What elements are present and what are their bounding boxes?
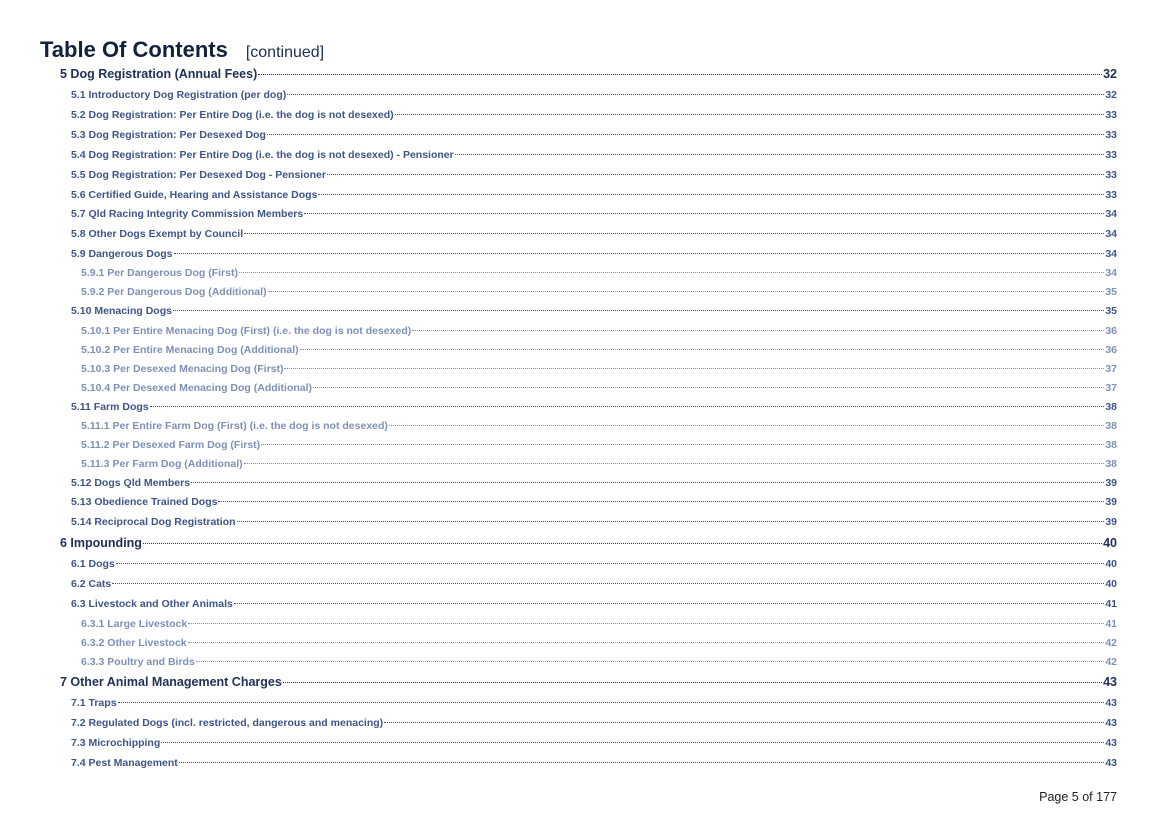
toc-entry-page-number: 39 [1105, 496, 1117, 508]
toc-entry[interactable] [81, 637, 1117, 649]
toc-entry-page-number: 37 [1105, 363, 1117, 375]
toc-dot-leader [318, 194, 1104, 195]
toc-dot-leader [234, 603, 1104, 604]
toc-entry-page-number: 38 [1105, 401, 1117, 413]
toc-entry-page-number: 38 [1105, 420, 1117, 432]
toc-entry-label: 5.10.1 Per Entire Menacing Dog (First) (i.e. the dog is not desexed) [81, 325, 412, 337]
toc-dot-leader [455, 154, 1105, 155]
toc-entry-label: 5.4 Dog Registration: Per Entire Dog (i.e. the dog is not desexed) - Pensioner [71, 149, 454, 161]
toc-dot-leader [283, 682, 1102, 683]
toc-dot-leader [300, 349, 1105, 350]
toc-entry-page-number: 42 [1105, 637, 1117, 649]
toc-entry[interactable] [71, 598, 1117, 610]
toc-entry[interactable] [71, 401, 1117, 413]
toc-entry-label: 7.3 Microchipping [71, 737, 161, 749]
toc-entry-label: 5.3 Dog Registration: Per Desexed Dog [71, 129, 266, 141]
toc-entry-label: 5.9.1 Per Dangerous Dog (First) [81, 267, 238, 279]
toc-entry-page-number: 41 [1105, 618, 1117, 630]
toc-entry-label: 6.1 Dogs [71, 558, 115, 570]
toc-entry-page-number: 35 [1105, 286, 1117, 298]
toc-entry-page-number: 32 [1103, 67, 1117, 81]
toc-entry-page-number: 34 [1105, 267, 1117, 279]
toc-entry[interactable] [81, 420, 1117, 432]
toc-entry[interactable] [71, 149, 1117, 161]
toc-entry-label: 6.2 Cats [71, 578, 112, 590]
toc-entry[interactable] [71, 697, 1117, 709]
toc-entry[interactable] [71, 578, 1117, 590]
toc-entry[interactable] [60, 675, 1117, 689]
toc-entry[interactable] [81, 656, 1117, 668]
toc-dot-leader [143, 543, 1102, 544]
page-number-footer: Page 5 of 177 [1039, 790, 1117, 804]
toc-dot-leader [395, 114, 1105, 115]
toc-dot-leader [150, 406, 1105, 407]
toc-dot-leader [118, 702, 1105, 703]
toc-entry-page-number: 43 [1105, 757, 1117, 769]
toc-entry-label: 5.9 Dangerous Dogs [71, 248, 173, 260]
toc-entry-label: 5.11.2 Per Desexed Farm Dog (First) [81, 439, 261, 451]
toc-entry-page-number: 33 [1105, 129, 1117, 141]
toc-entry-page-number: 40 [1103, 536, 1117, 550]
toc-dot-leader [244, 463, 1105, 464]
toc-entry-page-number: 38 [1105, 439, 1117, 451]
toc-entry-label: 5.9.2 Per Dangerous Dog (Additional) [81, 286, 267, 298]
toc-entry-page-number: 34 [1105, 248, 1117, 260]
toc-entry-page-number: 42 [1105, 656, 1117, 668]
toc-dot-leader [304, 213, 1104, 214]
toc-dot-leader [244, 233, 1104, 234]
toc-dot-leader [196, 661, 1105, 662]
toc-entry-label: 5.6 Certified Guide, Hearing and Assistance Dogs [71, 189, 318, 201]
toc-entry-page-number: 40 [1105, 578, 1117, 590]
toc-entry-label: 6.3.2 Other Livestock [81, 637, 187, 649]
toc-entry-label: 6.3 Livestock and Other Animals [71, 598, 233, 610]
toc-entry[interactable] [81, 267, 1117, 279]
toc-entry-page-number: 43 [1103, 675, 1117, 689]
title-row [40, 37, 324, 63]
toc-entry-label: 5.10.3 Per Desexed Menacing Dog (First) [81, 363, 284, 375]
toc-entry[interactable] [71, 109, 1117, 121]
toc-entry-page-number: 40 [1105, 558, 1117, 570]
toc-dot-leader [173, 310, 1104, 311]
toc-entry-page-number: 43 [1105, 717, 1117, 729]
toc-entry-label: 5.8 Other Dogs Exempt by Council [71, 228, 244, 240]
toc-entry[interactable] [71, 496, 1117, 508]
toc-entry-label: 5.11.1 Per Entire Farm Dog (First) (i.e. the dog is not desexed) [81, 420, 388, 432]
toc-entry[interactable] [71, 189, 1117, 201]
toc-entry-label: 5.13 Obedience Trained Dogs [71, 496, 218, 508]
toc-entry[interactable] [71, 169, 1117, 181]
toc-entry-page-number: 37 [1105, 382, 1117, 394]
toc-dot-leader [188, 623, 1104, 624]
toc-entry-label: 5.10.4 Per Desexed Menacing Dog (Additional) [81, 382, 313, 394]
toc-entry-page-number: 32 [1105, 89, 1117, 101]
page-title: Table Of Contents [40, 37, 228, 62]
toc-entry[interactable] [71, 477, 1117, 489]
toc-dot-leader [268, 291, 1105, 292]
toc-entry[interactable] [71, 305, 1117, 317]
toc-dot-leader [161, 742, 1104, 743]
toc-entry-page-number: 36 [1105, 344, 1117, 356]
toc-entry[interactable] [81, 439, 1117, 451]
toc-entry-label: 5.11 Farm Dogs [71, 401, 149, 413]
toc-entry-page-number: 35 [1105, 305, 1117, 317]
toc-dot-leader [218, 501, 1104, 502]
toc-entry[interactable] [81, 458, 1117, 470]
toc-entry-label: 5.2 Dog Registration: Per Entire Dog (i.e. the dog is not desexed) [71, 109, 394, 121]
toc-entry-page-number: 43 [1105, 737, 1117, 749]
toc-entry-page-number: 39 [1105, 477, 1117, 489]
toc-dot-leader [327, 174, 1104, 175]
toc-entry-page-number: 33 [1105, 149, 1117, 161]
toc-dot-leader [191, 482, 1104, 483]
toc-entry-page-number: 33 [1105, 169, 1117, 181]
toc-entry[interactable] [81, 618, 1117, 630]
toc-dot-leader [174, 253, 1105, 254]
toc-dot-leader [384, 722, 1104, 723]
toc-dot-leader [112, 583, 1104, 584]
toc-dot-leader [239, 272, 1104, 273]
toc-dot-leader [389, 425, 1104, 426]
toc-entry-label: 5.5 Dog Registration: Per Desexed Dog - Pensioner [71, 169, 326, 181]
toc-dot-leader [258, 74, 1102, 75]
toc-entry-page-number: 34 [1105, 228, 1117, 240]
toc-entry[interactable] [71, 248, 1117, 260]
toc-entry[interactable] [71, 558, 1117, 570]
toc-dot-leader [412, 330, 1104, 331]
toc-entry-page-number: 41 [1105, 598, 1117, 610]
toc-entry-label: 7 Other Animal Management Charges [60, 675, 282, 689]
toc-entry-label: 7.4 Pest Management [71, 757, 178, 769]
toc-dot-leader [313, 387, 1104, 388]
toc-entry[interactable] [71, 89, 1117, 101]
toc-dot-leader [237, 521, 1105, 522]
toc-entry[interactable] [81, 286, 1117, 298]
toc-entry[interactable] [81, 325, 1117, 337]
toc-entry-page-number: 33 [1105, 189, 1117, 201]
toc-entry-page-number: 43 [1105, 697, 1117, 709]
toc-entry[interactable] [81, 344, 1117, 356]
toc-entry-page-number: 34 [1105, 208, 1117, 220]
toc-entry-label: 7.1 Traps [71, 697, 117, 709]
toc-entry[interactable] [71, 757, 1117, 769]
toc-entry[interactable] [71, 717, 1117, 729]
toc-dot-leader [261, 444, 1104, 445]
toc-dot-leader [188, 642, 1105, 643]
toc-entry-label: 5 Dog Registration (Annual Fees) [60, 67, 258, 81]
toc-dot-leader [287, 94, 1104, 95]
toc-entry-label: 5.1 Introductory Dog Registration (per dog) [71, 89, 287, 101]
toc-entry-page-number: 36 [1105, 325, 1117, 337]
toc-entry-label: 6 Impounding [60, 536, 142, 550]
toc-entry-label: 5.7 Qld Racing Integrity Commission Members [71, 208, 304, 220]
toc-entry-label: 5.12 Dogs Qld Members [71, 477, 191, 489]
toc-entry[interactable] [71, 228, 1117, 240]
toc-entry-page-number: 33 [1105, 109, 1117, 121]
toc-dot-leader [267, 134, 1104, 135]
toc-entry-label: 5.10 Menacing Dogs [71, 305, 172, 317]
toc-entry[interactable] [60, 67, 1117, 81]
toc-entry-label: 6.3.1 Large Livestock [81, 618, 188, 630]
toc-entry-label: 5.11.3 Per Farm Dog (Additional) [81, 458, 243, 470]
toc-entry-page-number: 39 [1105, 516, 1117, 528]
toc-entry[interactable] [71, 208, 1117, 220]
toc-entry[interactable] [71, 516, 1117, 528]
toc-entry[interactable] [81, 382, 1117, 394]
continued-label: [continued] [245, 44, 325, 61]
toc-entry[interactable] [71, 129, 1117, 141]
toc-dot-leader [179, 762, 1105, 763]
toc-dot-leader [116, 563, 1105, 564]
toc-entry-label: 5.14 Reciprocal Dog Registration [71, 516, 236, 528]
toc-entry[interactable] [71, 737, 1117, 749]
toc-entry-label: 6.3.3 Poultry and Birds [81, 656, 195, 668]
toc-entry-label: 7.2 Regulated Dogs (incl. restricted, dangerous and menacing) [71, 717, 384, 729]
toc-dot-leader [284, 368, 1104, 369]
toc-entry[interactable] [60, 536, 1117, 550]
toc-entry[interactable] [81, 363, 1117, 375]
toc-entry-page-number: 38 [1105, 458, 1117, 470]
toc-entry-label: 5.10.2 Per Entire Menacing Dog (Additional) [81, 344, 299, 356]
